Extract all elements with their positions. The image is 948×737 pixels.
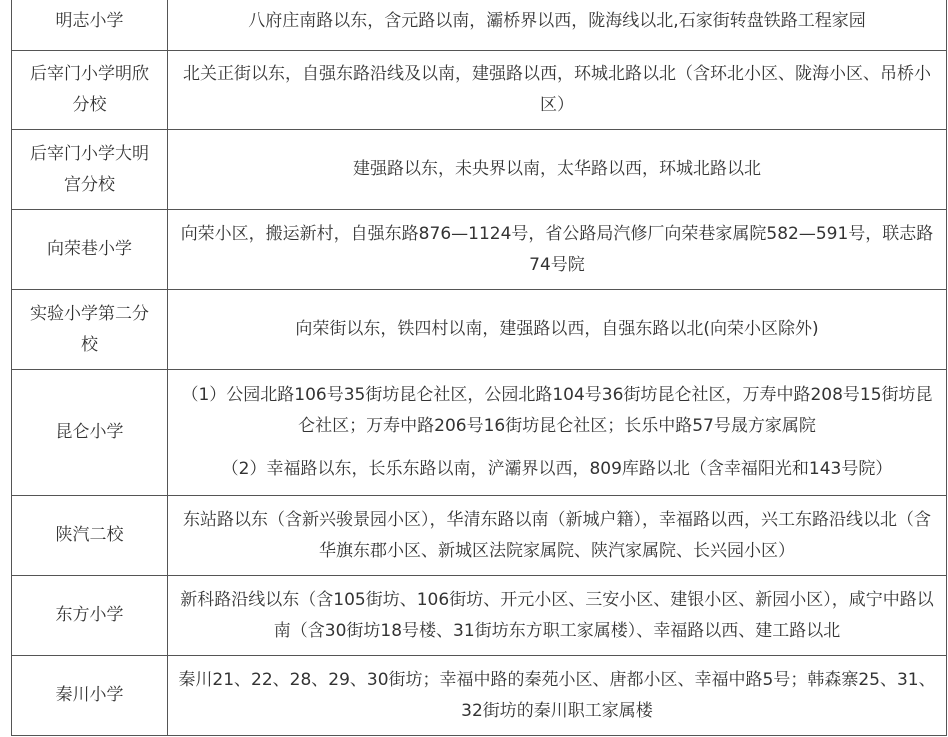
school-name: 昆仑小学 — [12, 370, 168, 496]
school-name: 明志小学 — [12, 0, 168, 51]
area-text: （2）幸福路以东，长乐东路以南，浐灞界以西，809库路以北（含幸福阳光和143号院） — [221, 459, 893, 479]
table-row — [12, 0, 947, 51]
school-name: 后宰门小学明欣分校 — [12, 51, 168, 130]
table-row — [12, 496, 947, 576]
area-text: 秦川21、22、28、29、30街坊；幸福中路的秦苑小区、唐都小区、幸福中路5号；韩森寨25、31、32街坊的秦川职工家属楼 — [178, 669, 936, 721]
area-text: 新科路沿线以东（含105街坊、106街坊、开元小区、三安小区、建银小区、新园小区），咸宁中路以南（含30街坊18号楼、31街坊东方职工家属楼）、幸福路以西、建工路以北 — [180, 589, 934, 641]
district-area — [168, 0, 947, 51]
school-name: 陕汽二校 — [12, 496, 168, 576]
school-name: 向荣巷小学 — [12, 210, 168, 290]
district-area — [168, 290, 947, 370]
district-area — [168, 210, 947, 290]
area-text: 向荣街以东，铁四村以南，建强路以西，自强东路以北(向荣小区除外) — [295, 319, 819, 339]
table-row — [12, 576, 947, 656]
district-area — [168, 51, 947, 130]
table-row — [12, 656, 947, 736]
area-text: 八府庄南路以东，含元路以南，灞桥界以西，陇海线以北,石家街转盘铁路工程家园 — [248, 10, 866, 31]
table-row — [12, 51, 947, 130]
school-name: 实验小学第二分校 — [12, 290, 168, 370]
area-text: 向荣小区，搬运新村，自强东路876—1124号，省公路局汽修厂向荣巷家属院582—591号，联志路74号院 — [180, 223, 934, 275]
school-name: 后宰门小学大明宫分校 — [12, 130, 168, 210]
school-name: 东方小学 — [12, 576, 168, 656]
district-area — [168, 370, 947, 496]
table-row — [12, 290, 947, 370]
table-row — [12, 370, 947, 496]
district-area — [168, 576, 947, 656]
area-text: （1）公园北路106号35街坊昆仑社区，公园北路104号36街坊昆仑社区，万寿中路208号15街坊昆仑社区；万寿中路206号16街坊昆仑社区；长乐中路57号晟方家属院 — [181, 385, 933, 436]
school-district-table — [11, 0, 947, 736]
area-text: 北关正街以东，自强东路沿线及以南，建强路以西，环城北路以北（含环北小区、陇海小区、吊桥小区） — [183, 64, 931, 115]
area-text: 建强路以东，未央界以南，太华路以西，环城北路以北 — [353, 159, 761, 179]
district-area — [168, 130, 947, 210]
table-row — [12, 130, 947, 210]
table-row — [12, 210, 947, 290]
district-area — [168, 656, 947, 736]
school-name: 秦川小学 — [12, 656, 168, 736]
area-text: 东站路以东（含新兴骏景园小区），华清东路以南（新城户籍），幸福路以西，兴工东路沿线以北（含华旗东郡小区、新城区法院家属院、陕汽家属院、长兴园小区） — [183, 509, 931, 561]
district-area — [168, 496, 947, 576]
